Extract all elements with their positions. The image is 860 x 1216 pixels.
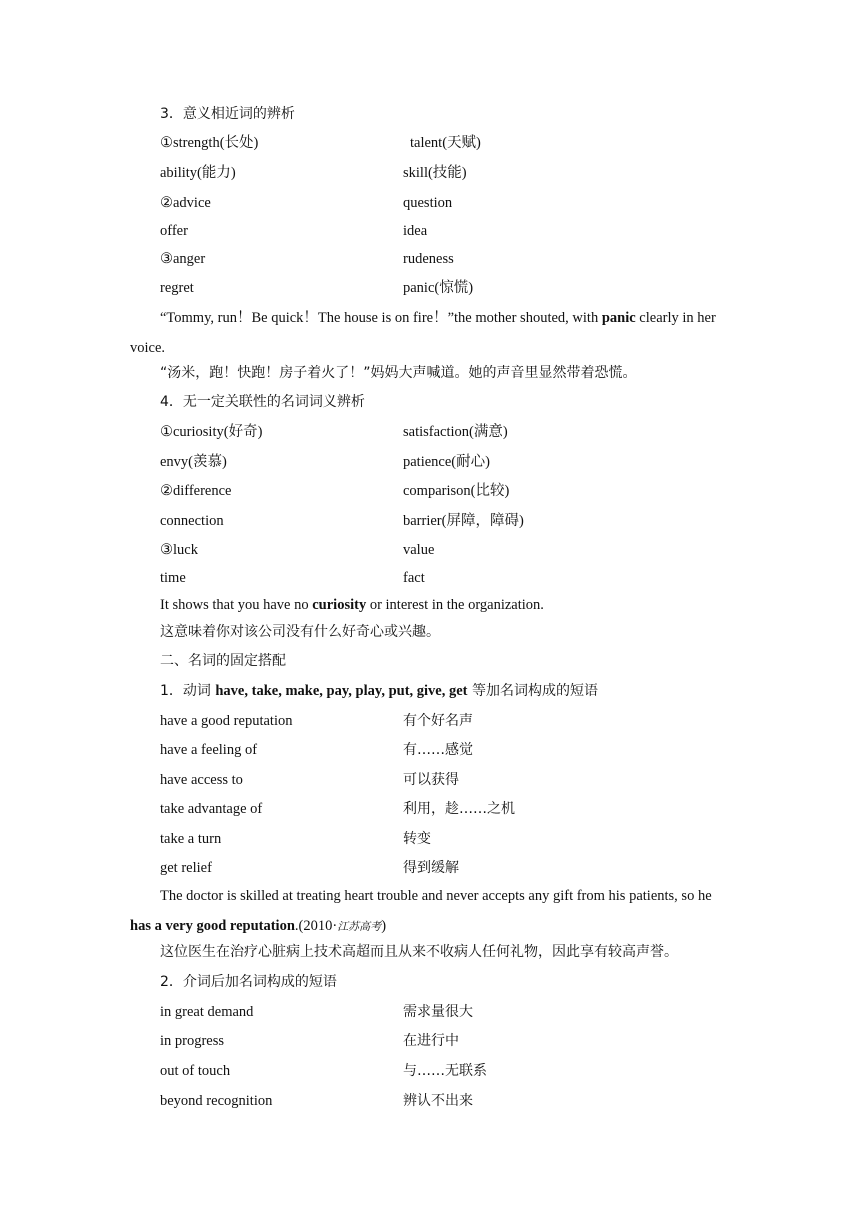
subsection-heading: 2．介词后加名词构成的短语 [160,974,337,990]
phrase: in progress [160,1033,225,1049]
word-right: barrier(屏障，障碍) [403,513,524,529]
example-text: It shows that you have no [160,597,313,613]
phrase-meaning: 辨认不出来 [403,1093,473,1109]
subsection-suffix: 等加名词构成的短语 [467,683,598,699]
phrase-meaning: 有……感觉 [403,742,473,758]
example-keyword: panic [601,310,636,326]
word-left: connection [160,513,224,529]
phrase: beyond recognition [160,1093,273,1109]
word-right: comparison(比较) [403,483,510,499]
phrase-meaning: 需求量很大 [403,1004,473,1020]
phrase-meaning: 利用，趁……之机 [403,801,515,817]
word-left: regret [160,280,194,296]
example-keyword: has a very good reputation [130,917,295,934]
phrase: have a feeling of [160,742,258,758]
word-right: satisfaction(满意) [403,424,508,440]
example-keyword: curiosity [312,597,367,613]
phrase: out of touch [160,1063,231,1079]
example-source: 江苏高考 [337,919,382,933]
phrase: have a good reputation [160,713,293,729]
word-right: rudeness [403,251,454,267]
example-text: ) [381,917,387,934]
word-left: ①strength(长处) [160,135,259,151]
example-sentence [130,304,732,363]
word-left: time [160,570,186,586]
subsection-verbs: have, take, make, pay, play, put, give, get [215,683,468,699]
word-left: offer [160,223,188,239]
example-text: The doctor is skilled at treating heart trouble and never accepts any gift from his patients, so he [160,888,712,904]
word-right: talent(天赋) [410,135,481,151]
example-text: “Tommy, run！Be quick！The house is on fire！”the mother shouted, with [160,310,602,326]
word-left: ③luck [160,542,198,558]
word-right: idea [403,223,428,239]
phrase-meaning: 得到缓解 [403,860,459,876]
word-right: patience(耐心) [403,454,490,470]
phrase-meaning: 与……无联系 [403,1063,487,1079]
example-translation: “汤米，跑！快跑！房子着火了！”妈妈大声喊道。她的声音里显然带着恐慌。 [160,365,637,381]
example-text: or interest in the organization. [366,597,544,613]
word-left: ②difference [160,483,232,499]
section-heading: 3．意义相近词的辨析 [160,106,295,122]
word-right: panic(惊慌) [403,280,474,296]
example-text: .(2010· [294,917,338,934]
phrase-meaning: 有个好名声 [403,713,473,729]
phrase: take advantage of [160,801,263,817]
phrase: take a turn [160,831,222,847]
phrase-meaning: 在进行中 [403,1033,459,1049]
phrase-meaning: 可以获得 [403,772,459,788]
example-text: clearly in her voice. [130,310,716,356]
word-right: value [403,542,435,558]
word-left: envy(羡慕) [160,454,227,470]
section-heading: 4．无一定关联性的名词词义辨析 [160,394,365,410]
word-right: question [403,195,453,211]
word-right: fact [403,570,425,586]
example-sentence [130,882,732,941]
word-left: ①curiosity(好奇) [160,424,263,440]
word-right: skill(技能) [403,165,467,181]
example-translation: 这位医生在治疗心脏病上技术高超而且从来不收病人任何礼物，因此享有较高声誉。 [160,944,678,960]
example-translation: 这意味着你对该公司没有什么好奇心或兴趣。 [160,624,440,640]
phrase: have access to [160,772,243,788]
subsection-heading [160,681,598,701]
word-left: ability(能力) [160,165,236,181]
word-left: ③anger [160,251,206,267]
subsection-prefix: 1．动词 [160,683,216,699]
word-left: ②advice [160,195,211,211]
example-sentence [160,595,544,615]
phrase: get relief [160,860,212,876]
phrase-meaning: 转变 [403,831,431,847]
part-heading: 二、名词的固定搭配 [160,653,286,669]
phrase: in great demand [160,1004,254,1020]
